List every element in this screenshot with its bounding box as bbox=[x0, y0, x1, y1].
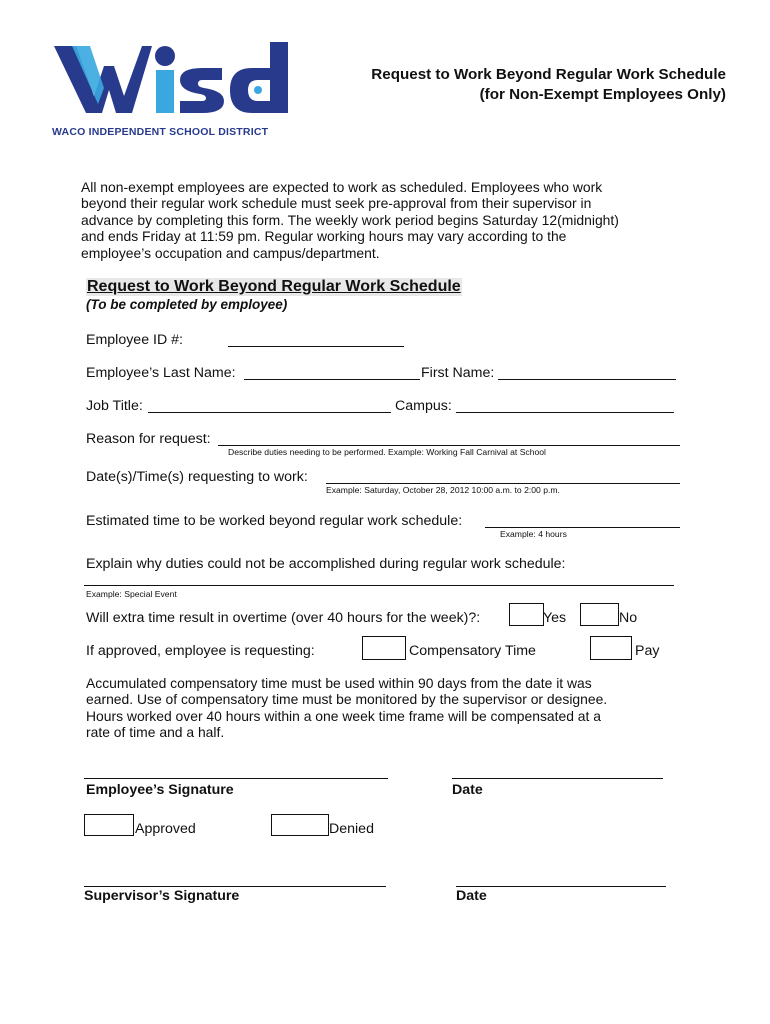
overtime-yes-label: Yes bbox=[543, 610, 567, 626]
first-name-field[interactable] bbox=[498, 379, 676, 380]
pay-label: Pay bbox=[635, 643, 660, 659]
approved-checkbox[interactable] bbox=[84, 814, 134, 836]
comp-time-checkbox[interactable] bbox=[362, 636, 406, 660]
employee-signature-line[interactable] bbox=[84, 778, 388, 779]
supervisor-signature-line[interactable] bbox=[84, 886, 386, 887]
estimated-field[interactable] bbox=[485, 527, 680, 528]
overtime-yes-checkbox[interactable] bbox=[509, 603, 544, 626]
request-type-label: If approved, employee is requesting: bbox=[86, 643, 315, 659]
last-name-label: Employee’s Last Name: bbox=[86, 365, 236, 381]
supervisor-date-line[interactable] bbox=[456, 886, 666, 887]
reason-label: Reason for request: bbox=[86, 431, 211, 447]
comp-time-label: Compensatory Time bbox=[409, 643, 536, 659]
denied-checkbox[interactable] bbox=[271, 814, 329, 836]
employee-signature-label: Employee’s Signature bbox=[86, 782, 234, 798]
policy-paragraph bbox=[86, 675, 607, 741]
district-logo bbox=[52, 38, 297, 148]
policy-line: Hours worked over 40 hours within a one week time frame will be compensated at a bbox=[86, 707, 601, 724]
first-name-label: First Name: bbox=[421, 365, 495, 381]
employee-date-label: Date bbox=[452, 782, 483, 798]
intro-line: and ends Friday at 11:59 pm. Regular working hours may vary according to the bbox=[81, 228, 567, 245]
explain-field[interactable] bbox=[84, 585, 674, 586]
policy-line: Accumulated compensatory time must be used within 90 days from the date it was bbox=[86, 675, 592, 691]
form-title-line2: (for Non-Exempt Employees Only) bbox=[479, 86, 726, 103]
intro-line: advance by completing this form. The weekly work period begins Saturday 12(midnight) bbox=[81, 211, 619, 228]
intro-paragraph bbox=[81, 179, 619, 261]
section-title: Request to Work Beyond Regular Work Schedule bbox=[87, 278, 461, 295]
form-title-line1: Request to Work Beyond Regular Work Schedule bbox=[371, 66, 726, 83]
employee-date-line[interactable] bbox=[452, 778, 663, 779]
form-title bbox=[300, 65, 726, 105]
explain-hint: Example: Special Event bbox=[86, 589, 177, 599]
estimated-label: Estimated time to be worked beyond regular work schedule: bbox=[86, 513, 463, 529]
policy-line: rate of time and a half. bbox=[86, 724, 225, 741]
campus-field[interactable] bbox=[456, 412, 674, 413]
reason-field[interactable] bbox=[218, 445, 680, 446]
dates-hint: Example: Saturday, October 28, 2012 10:00 a.m. to 2:00 p.m. bbox=[326, 485, 560, 495]
explain-label: Explain why duties could not be accomplished during regular work schedule: bbox=[86, 556, 566, 572]
campus-label: Campus: bbox=[395, 398, 452, 414]
denied-label: Denied bbox=[329, 821, 374, 837]
last-name-field[interactable] bbox=[244, 379, 420, 380]
dates-label: Date(s)/Time(s) requesting to work: bbox=[86, 469, 308, 485]
intro-line: All non-exempt employees are expected to work as scheduled. Employees who work bbox=[81, 179, 603, 195]
approved-label: Approved bbox=[135, 821, 196, 837]
section-subtitle: (To be completed by employee) bbox=[86, 297, 288, 312]
policy-line: earned. Use of compensatory time must be monitored by the supervisor or designee. bbox=[86, 691, 608, 708]
reason-hint: Describe duties needing to be performed. Example: Working Fall Carnival at School bbox=[228, 447, 546, 457]
supervisor-date-label: Date bbox=[456, 888, 487, 904]
dates-field[interactable] bbox=[326, 483, 680, 484]
job-title-field[interactable] bbox=[148, 412, 391, 413]
intro-line: beyond their regular work schedule must seek pre-approval from their supervisor in bbox=[81, 195, 592, 212]
employee-id-field[interactable] bbox=[228, 346, 404, 347]
wisd-logo-mark bbox=[52, 38, 297, 126]
employee-id-label: Employee ID #: bbox=[86, 332, 183, 348]
overtime-question: Will extra time result in overtime (over 40 hours for the week)?: bbox=[86, 610, 481, 626]
job-title-label: Job Title: bbox=[86, 398, 143, 414]
supervisor-signature-label: Supervisor’s Signature bbox=[84, 888, 240, 904]
intro-line: employee’s occupation and campus/department. bbox=[81, 244, 380, 261]
overtime-no-checkbox[interactable] bbox=[580, 603, 619, 626]
estimated-hint: Example: 4 hours bbox=[500, 529, 567, 539]
pay-checkbox[interactable] bbox=[590, 636, 632, 660]
district-name: WACO INDEPENDENT SCHOOL DISTRICT bbox=[52, 126, 269, 138]
overtime-no-label: No bbox=[619, 610, 638, 626]
